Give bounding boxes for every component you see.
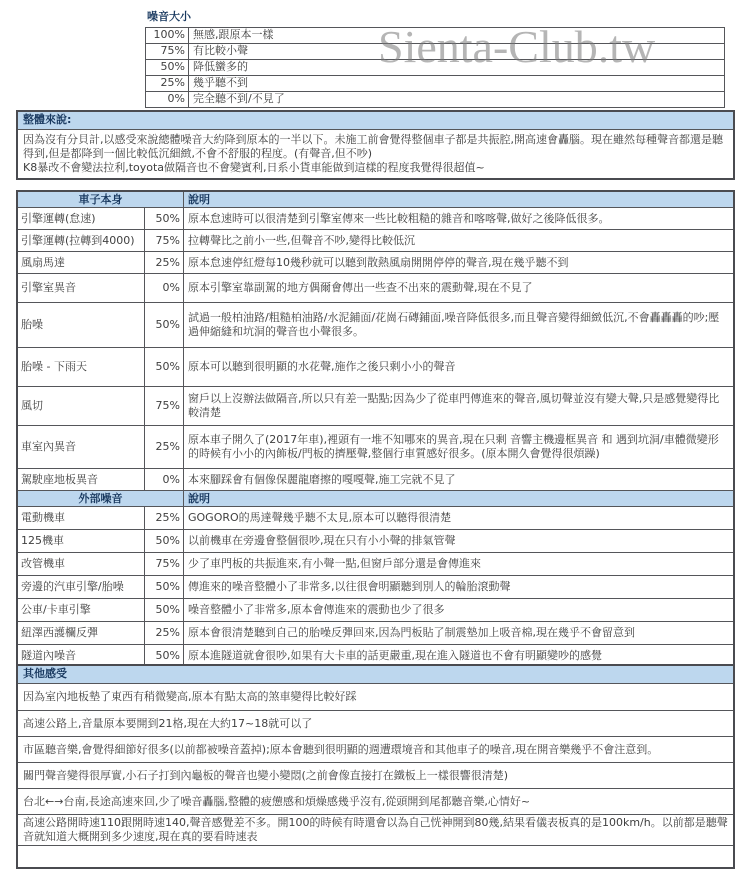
legend-description: 完全聽不到/不見了 xyxy=(193,92,285,105)
legend-description: 降低蠻多的 xyxy=(193,60,248,73)
legend-row xyxy=(146,59,724,75)
noise-row-label: 駕駛座地板異音 xyxy=(18,469,145,490)
noise-row-percent: 75% xyxy=(145,387,184,425)
legend-percent: 50% xyxy=(146,60,189,75)
noise-row-percent: 50% xyxy=(145,348,184,386)
overall-paragraph: 因為沒有分貝計,以感受來說總體噪音大約降到原本的一半以下。未施工前會覺得整個車子都是共振腔,開高速會轟腦。現在雖然每種聲音都還是聽得到,但是都降到一個比較低沉細緻,不會不舒服的程度。(有聲音,但不吵) xyxy=(23,133,723,160)
noise-section-header-row xyxy=(18,192,733,207)
other-impressions-section xyxy=(16,664,735,869)
legend-percent: 25% xyxy=(146,76,189,91)
noise-section-desc-header: 說明 xyxy=(188,192,210,206)
legend-description: 無感,跟原本一樣 xyxy=(193,28,274,41)
legend-row xyxy=(146,75,724,91)
noise-rating-table xyxy=(16,190,735,669)
noise-row-percent: 75% xyxy=(145,230,184,251)
noise-section-title: 車子本身 xyxy=(18,192,184,207)
noise-row-percent: 50% xyxy=(145,208,184,229)
noise-row xyxy=(18,598,733,621)
legend-title: 噪音大小 xyxy=(147,10,191,23)
noise-row xyxy=(18,207,733,229)
noise-row-label: 電動機車 xyxy=(18,507,145,529)
noise-row xyxy=(18,251,733,273)
noise-row-label: 胎噪 xyxy=(18,303,145,347)
noise-row-percent: 25% xyxy=(145,426,184,468)
noise-row xyxy=(18,425,733,468)
legend-description: 幾乎聽不到 xyxy=(193,76,248,89)
legend-description: 有比較小聲 xyxy=(193,44,248,57)
watermark-text: Sienta-Club.tw xyxy=(378,21,656,72)
noise-row-label: 紐澤西護欄反彈 xyxy=(18,622,145,644)
noise-row-percent: 50% xyxy=(145,576,184,598)
noise-row xyxy=(18,506,733,529)
legend-row xyxy=(146,91,724,107)
noise-row-percent: 0% xyxy=(145,469,184,490)
noise-section-header-row xyxy=(18,490,733,506)
noise-row-description: 拉轉聲比之前小一些,但聲音不吵,變得比較低沉 xyxy=(188,233,415,247)
noise-row xyxy=(18,529,733,552)
legend-row xyxy=(146,28,724,43)
other-note-row: 關門聲音變得很厚實,小石子打到內龜板的聲音也變小變悶(之前會像直接打在鐵板上一樣很響很清楚) xyxy=(18,762,733,788)
noise-legend-section xyxy=(145,10,725,108)
overall-summary-header: 整體來說: xyxy=(18,112,733,130)
noise-row xyxy=(18,621,733,644)
other-impressions-rows xyxy=(18,684,733,867)
other-note-row: 市區聽音樂,會覺得細節好很多(以前都被噪音蓋掉);原本會聽到很明顯的週遭環境音和其他車子的噪音,現在開音樂幾乎不會注意到。 xyxy=(18,736,733,762)
noise-row-percent: 25% xyxy=(145,507,184,529)
noise-row-description: 窗戶以上沒辦法做隔音,所以只有差一點點;因為少了從車門傳進來的聲音,風切聲並沒有變大聲,只是感覺變得比較清楚 xyxy=(188,392,720,419)
empty-row xyxy=(18,845,733,867)
overall-summary-section xyxy=(16,110,735,180)
noise-row-label: 風扇馬達 xyxy=(18,252,145,273)
noise-section-title: 外部噪音 xyxy=(18,491,184,506)
noise-row-percent: 50% xyxy=(145,530,184,552)
noise-row xyxy=(18,386,733,425)
other-note-row: 高速公路上,音量原本要開到21格,現在大約17~18就可以了 xyxy=(18,710,733,736)
legend-row xyxy=(146,43,724,59)
noise-row xyxy=(18,229,733,251)
noise-row-percent: 50% xyxy=(145,645,184,667)
legend-percent: 100% xyxy=(146,28,189,43)
noise-row-label: 改管機車 xyxy=(18,553,145,575)
other-note-row: 台北←→台南,長途高速來回,少了噪音轟腦,整體的疲憊感和煩燥感幾乎沒有,從頭開到尾都聽音樂,心情好~ xyxy=(18,788,733,814)
noise-row xyxy=(18,302,733,347)
noise-row-percent: 75% xyxy=(145,553,184,575)
legend-percent: 0% xyxy=(146,92,189,107)
noise-row-label: 旁邊的汽車引擎/胎噪 xyxy=(18,576,145,598)
noise-row-description: GOGORO的馬達聲幾乎聽不太見,原本可以聽得很清楚 xyxy=(188,511,452,524)
noise-row-description: 傳進來的噪音整體小了非常多,以往很會明顯聽到別人的輪胎滾動聲 xyxy=(188,580,511,593)
noise-row-description: 噪音整體小了非常多,原本會傳進來的震動也少了很多 xyxy=(188,603,445,616)
noise-row-description: 以前機車在旁邊會整個很吵,現在只有小小聲的排氣管聲 xyxy=(188,534,456,547)
noise-row-label: 引擎運轉(拉轉到4000) xyxy=(18,230,145,251)
noise-row xyxy=(18,575,733,598)
noise-row-label: 公車/卡車引擎 xyxy=(18,599,145,621)
noise-row xyxy=(18,273,733,302)
noise-rating-rows xyxy=(18,192,733,667)
overall-summary-body xyxy=(18,130,733,178)
other-impressions-header: 其他感受 xyxy=(18,666,733,684)
legend-table xyxy=(145,21,725,108)
noise-row-description: 原本怠速停紅燈每10幾秒就可以聽到散熱風扇開開停停的聲音,現在幾乎聽不到 xyxy=(188,255,569,269)
noise-row-description: 原本引擎室靠副駕的地方偶爾會傳出一些查不出來的震動聲,現在不見了 xyxy=(188,281,533,294)
noise-row-description: 原本會很清楚聽到自己的胎噪反彈回來,因為門板貼了制震墊加上吸音棉,現在幾乎不會留意到 xyxy=(188,626,635,639)
noise-row-description: 本來腳踩會有個像保麗龍磨擦的嘎嘎聲,施工完就不見了 xyxy=(188,472,456,486)
noise-row-description: 試過一般柏油路/粗糙柏油路/水泥鋪面/花崗石磚鋪面,噪音降低很多,而且聲音變得細緻低沉,不會轟轟轟的吵;壓過伸縮縫和坑洞的聲音也小聲很多。 xyxy=(188,311,720,338)
noise-row-label: 胎噪 - 下雨天 xyxy=(18,348,145,386)
other-note-row: 高速公路開時速110跟開時速140,聲音感覺差不多。開100的時候有時還會以為自己恍神開到80幾,結果看儀表板真的是100km/h。以前都是聽聲音就知道大概開到多少速度,現在真的要看時速表 xyxy=(18,814,733,845)
overall-paragraph: K8暴改不會變法拉利,toyota做隔音也不會變賓利,日系小貨車能做到這樣的程度我覺得很超值~ xyxy=(23,161,485,174)
noise-row-description: 原本進隧道就會很吵,如果有大卡車的話更嚴重,現在進入隧道也不會有明顯變吵的感覺 xyxy=(188,649,602,662)
noise-row-label: 引擎運轉(怠速) xyxy=(18,208,145,229)
noise-row-description: 原本可以聽到很明顯的水花聲,施作之後只剩小小的聲音 xyxy=(188,360,456,373)
noise-row-label: 引擎室異音 xyxy=(18,274,145,302)
legend-percent: 75% xyxy=(146,44,189,59)
noise-row-percent: 0% xyxy=(145,274,184,302)
noise-row-label: 隧道內噪音 xyxy=(18,645,145,667)
noise-section-desc-header: 說明 xyxy=(188,491,210,505)
noise-row-label: 125機車 xyxy=(18,530,145,552)
other-note-row: 因為室內地板墊了東西有稍微變高,原本有點太高的煞車變得比較好踩 xyxy=(23,690,357,703)
noise-row-percent: 25% xyxy=(145,622,184,644)
noise-row-percent: 25% xyxy=(145,252,184,273)
noise-row-label: 風切 xyxy=(18,387,145,425)
noise-row xyxy=(18,347,733,386)
noise-row-percent: 50% xyxy=(145,303,184,347)
noise-row-label: 車室內異音 xyxy=(18,426,145,468)
noise-row-percent: 50% xyxy=(145,599,184,621)
noise-row xyxy=(18,552,733,575)
noise-row-description: 少了車門板的共振進來,有小聲一點,但窗戶部分還是會傳進來 xyxy=(188,557,481,570)
noise-row xyxy=(18,468,733,490)
noise-row-description: 原本怠速時可以很清楚到引擎室傳來一些比較粗糙的雜音和喀喀聲,做好之後降低很多。 xyxy=(188,211,610,225)
noise-row-description: 原本車子開久了(2017年車),裡頭有一堆不知哪來的異音,現在只剩 音響主機邊框異音 和 遇到坑洞/車體微變形的時候有小小的內飾板/門板的擠壓聲,整個行車質感好很多。(原本開久會覺得很煩躁) xyxy=(188,433,719,460)
